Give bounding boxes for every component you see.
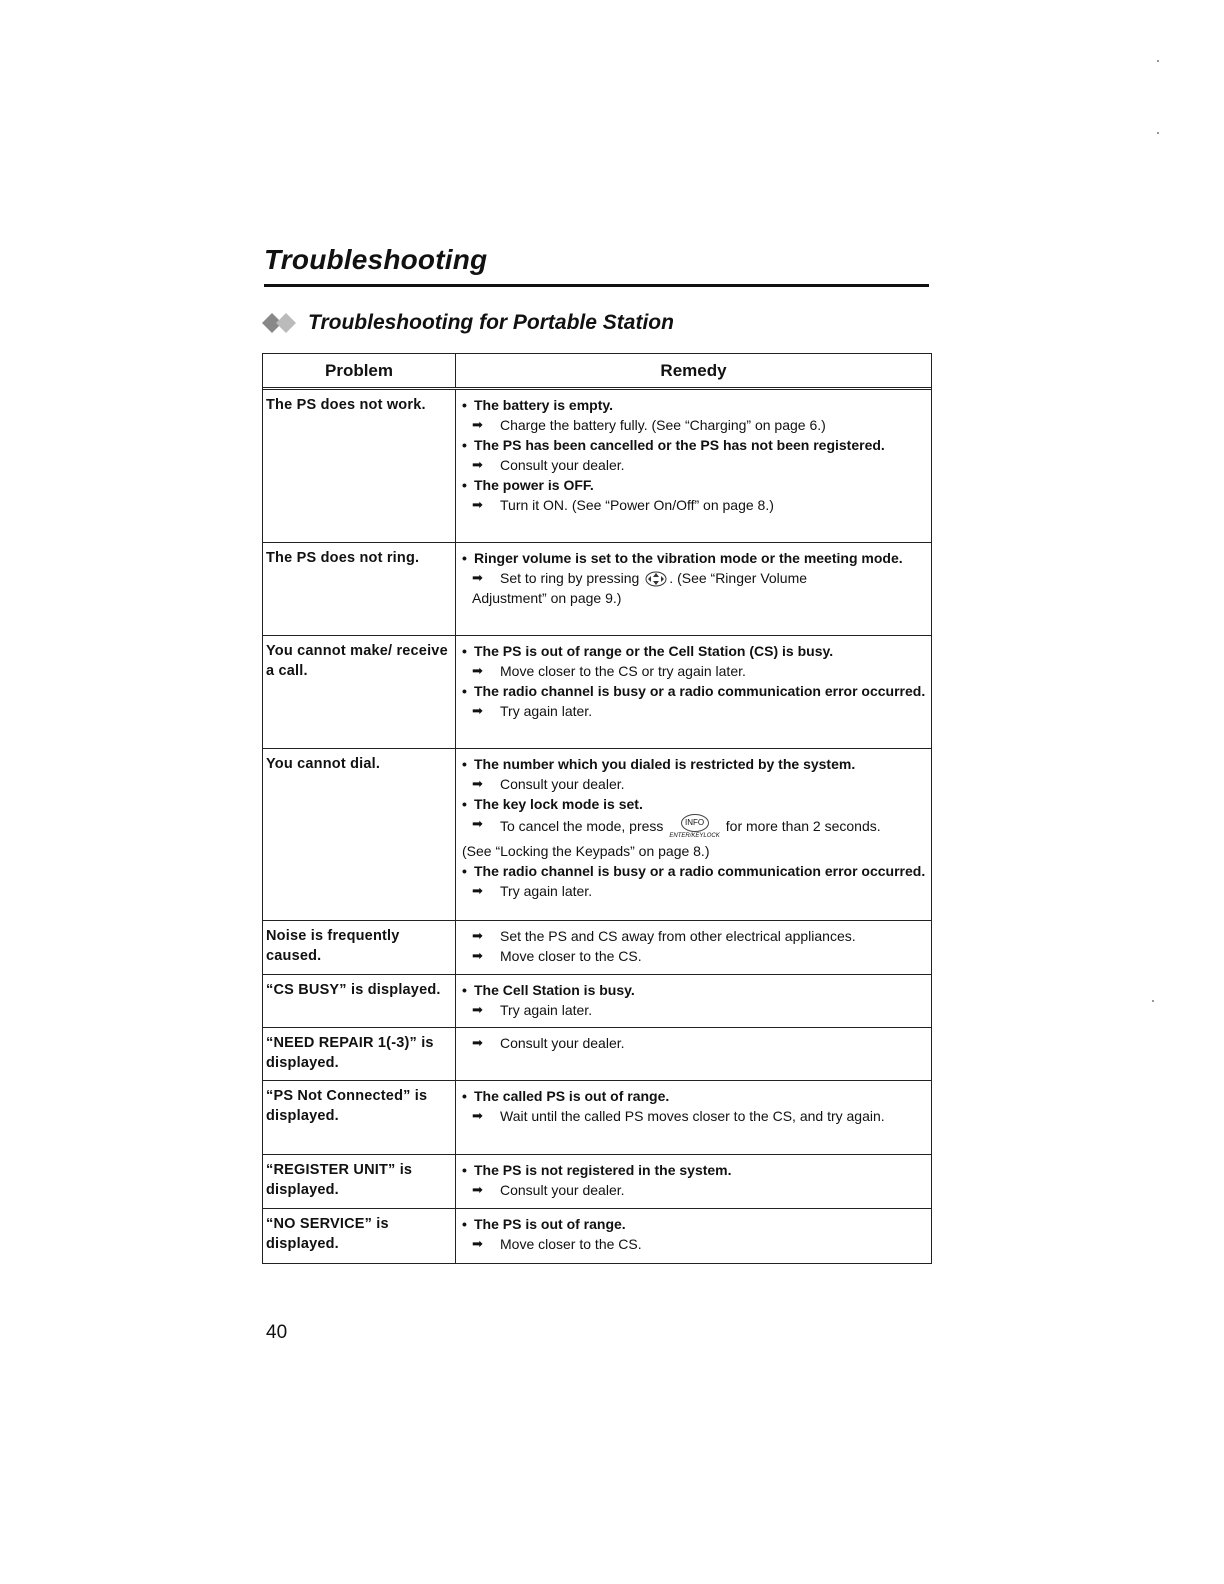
- fix-text: Wait until the called PS moves closer to the CS, and try again.: [500, 1108, 885, 1124]
- bullet-icon: •: [462, 1216, 467, 1232]
- scan-speck: [1152, 1000, 1154, 1002]
- cause-text: The PS is out of range.: [474, 1216, 626, 1232]
- arrow-icon: ➡: [472, 497, 483, 512]
- arrow-icon: ➡: [472, 663, 483, 678]
- fix-text-wrap: [500, 455, 625, 475]
- cause-text: The PS is not registered in the system.: [474, 1162, 732, 1178]
- fix-line: [462, 568, 927, 588]
- problem-cell: You cannot make/ receive a call.: [263, 636, 456, 748]
- bullet-icon: •: [462, 437, 467, 453]
- remedy-cell: [456, 975, 931, 1027]
- remedy-cell: [456, 390, 931, 542]
- fix-text-wrap: [500, 568, 807, 588]
- fix-text: Move closer to the CS.: [500, 948, 642, 964]
- problem-cell: Noise is frequently caused.: [263, 921, 456, 974]
- arrow-icon: ➡: [472, 457, 483, 472]
- arrow-icon: ➡: [472, 570, 483, 585]
- arrow-icon: ➡: [472, 1108, 483, 1123]
- remedy-cell: [456, 543, 931, 635]
- table-row: [263, 1155, 931, 1209]
- problem-cell: “NO SERVICE” is displayed.: [263, 1209, 456, 1263]
- fix-text-wrap: [500, 1180, 625, 1200]
- cause-line: [462, 1160, 927, 1180]
- table-row: [263, 921, 931, 975]
- problem-cell: The PS does not work.: [263, 390, 456, 542]
- section-title: Troubleshooting for Portable Station: [308, 311, 674, 334]
- fix-line: [462, 661, 927, 681]
- cause-line: [462, 754, 927, 774]
- bullet-icon: •: [462, 683, 467, 699]
- fix-text: Charge the battery fully. (See “Charging” on page 6.): [500, 417, 826, 433]
- header-problem: Problem: [263, 354, 456, 387]
- fix-line: [462, 701, 927, 721]
- note-line: (See “Locking the Keypads” on page 8.): [462, 843, 710, 859]
- cause-text: The number which you dialed is restricted by the system.: [474, 756, 856, 772]
- fix-line: [462, 926, 927, 946]
- fix-text-wrap: [500, 1033, 625, 1053]
- cause-text: The key lock mode is set.: [474, 796, 643, 812]
- fix-text-wrap: [500, 774, 625, 794]
- fix-line: [462, 1033, 927, 1053]
- cause-line: [462, 1086, 927, 1106]
- fix-text-wrap: [500, 926, 856, 946]
- fix-text: Turn it ON. (See “Power On/Off” on page 8.): [500, 497, 774, 513]
- info-key-icon: [669, 814, 719, 841]
- fix-line: [462, 495, 927, 515]
- fix-text-wrap: [500, 495, 774, 515]
- fix-line: [462, 881, 927, 901]
- arrow-icon: ➡: [472, 883, 483, 898]
- cause-text: The PS has been cancelled or the PS has not been registered.: [474, 437, 885, 453]
- fix-line: [462, 1180, 927, 1200]
- fix-line: [462, 946, 927, 966]
- bullet-icon: •: [462, 643, 467, 659]
- cause-line: [462, 980, 927, 1000]
- fix-text: Consult your dealer.: [500, 1035, 625, 1051]
- diamond-bullets-icon: [262, 310, 304, 336]
- cause-text: Ringer volume is set to the vibration mode or the meeting mode.: [474, 550, 903, 566]
- fix-text: To cancel the mode, press: [500, 818, 664, 835]
- fix-text-wrap: [500, 1106, 885, 1126]
- arrow-icon: ➡: [472, 776, 483, 791]
- fix-text: Consult your dealer.: [500, 1182, 625, 1198]
- fix-line: [462, 1234, 927, 1254]
- fix-text: Try again later.: [500, 703, 593, 719]
- remedy-cell: [456, 1209, 931, 1263]
- fix-text: Consult your dealer.: [500, 776, 625, 792]
- problem-cell: You cannot dial.: [263, 749, 456, 920]
- bullet-icon: •: [462, 796, 467, 812]
- cause-line: [462, 641, 927, 661]
- fix-text-wrap: [500, 1234, 642, 1254]
- bullet-icon: •: [462, 550, 467, 566]
- cause-line: [462, 475, 927, 495]
- fix-line: [462, 415, 927, 435]
- fix-text: Consult your dealer.: [500, 457, 625, 473]
- remedy-cell: [456, 1081, 931, 1154]
- bullet-icon: •: [462, 982, 467, 998]
- fix-text-after: for more than 2 seconds.: [725, 818, 881, 835]
- table-row: [263, 975, 931, 1028]
- fix-text: Set the PS and CS away from other electrical appliances.: [500, 928, 856, 944]
- fix-text-wrap: [500, 415, 826, 435]
- arrow-icon: ➡: [472, 1236, 483, 1251]
- problem-cell: “NEED REPAIR 1(-3)” is displayed.: [263, 1028, 456, 1080]
- problem-cell: “REGISTER UNIT” is displayed.: [263, 1155, 456, 1208]
- header-remedy: Remedy: [660, 360, 727, 380]
- arrow-icon: ➡: [472, 816, 483, 831]
- table-row: [263, 1028, 931, 1081]
- table-row: [263, 543, 931, 636]
- arrow-icon: ➡: [472, 928, 483, 943]
- fix-line: [462, 455, 927, 475]
- cause-text: The battery is empty.: [474, 397, 614, 413]
- arrow-icon: ➡: [472, 417, 483, 432]
- remedy-cell: [456, 1028, 931, 1080]
- cause-text: The PS is out of range or the Cell Station (CS) is busy.: [474, 643, 834, 659]
- section-heading: [262, 310, 674, 336]
- bullet-icon: •: [462, 1088, 467, 1104]
- fix-text-wrap: [500, 661, 746, 681]
- cause-text: The Cell Station is busy.: [474, 982, 635, 998]
- arrow-icon: ➡: [472, 703, 483, 718]
- fix-line: [462, 774, 927, 794]
- remedy-cell: [456, 921, 931, 974]
- problem-cell: “CS BUSY” is displayed.: [263, 975, 456, 1027]
- info-key-label: INFO: [681, 814, 709, 832]
- fix-text: Move closer to the CS.: [500, 1236, 642, 1252]
- fix-line: [462, 1000, 927, 1020]
- fix-text-wrap: [500, 881, 592, 901]
- cause-text: The power is OFF.: [474, 477, 594, 493]
- fix-text-after: . (See “Ringer Volume: [669, 570, 808, 586]
- cause-text: The called PS is out of range.: [474, 1088, 670, 1104]
- fix-text-wrap: [500, 701, 592, 721]
- scan-speck: [1157, 132, 1159, 134]
- bullet-icon: •: [462, 477, 467, 493]
- arrow-icon: ➡: [472, 1035, 483, 1050]
- table-row: [263, 1209, 931, 1263]
- fix-text-wrap: [500, 946, 642, 966]
- bullet-icon: •: [462, 1162, 467, 1178]
- table-header: [263, 354, 931, 390]
- table-row: [263, 1081, 931, 1155]
- title-rule: [264, 284, 929, 287]
- cause-line: [462, 681, 927, 701]
- problem-cell: The PS does not ring.: [263, 543, 456, 635]
- cause-line: [462, 395, 927, 415]
- cause-line: [462, 548, 927, 568]
- arrow-icon: ➡: [472, 948, 483, 963]
- cause-line: [462, 1214, 927, 1234]
- cause-text: The radio channel is busy or a radio communication error occurred.: [474, 683, 926, 699]
- remedy-cell: [456, 749, 931, 920]
- fix-continuation: Adjustment” on page 9.): [472, 590, 622, 606]
- fix-text: Try again later.: [500, 883, 593, 899]
- fix-text: Move closer to the CS or try again later.: [500, 663, 746, 679]
- bullet-icon: •: [462, 863, 467, 879]
- scan-speck: [1157, 60, 1159, 62]
- table-body: [263, 390, 931, 1263]
- table-row: [263, 390, 931, 543]
- cause-line: [462, 435, 927, 455]
- cause-line: [462, 794, 927, 814]
- fix-text: Try again later.: [500, 1002, 593, 1018]
- fix-text: Set to ring by pressing: [500, 570, 640, 586]
- bullet-icon: •: [462, 397, 467, 413]
- bullet-icon: •: [462, 756, 467, 772]
- page-title: Troubleshooting: [264, 244, 488, 275]
- cause-text: The radio channel is busy or a radio communication error occurred.: [474, 863, 926, 879]
- remedy-cell: [456, 1155, 931, 1208]
- page-number: 40: [266, 1322, 288, 1343]
- arrow-icon: ➡: [472, 1002, 483, 1017]
- arrow-icon: ➡: [472, 1182, 483, 1197]
- info-key-sublabel: ENTER/KEYLOCK: [669, 833, 720, 839]
- fix-text-wrap: [500, 1000, 592, 1020]
- remedy-cell: [456, 636, 931, 748]
- table-row: [263, 636, 931, 749]
- cause-line: [462, 861, 927, 881]
- navigator-key-icon: [645, 571, 667, 587]
- fix-line: [462, 1106, 927, 1126]
- fix-line: [462, 814, 927, 841]
- fix-text-wrap: [500, 814, 881, 841]
- table-row: [263, 749, 931, 921]
- problem-cell: “PS Not Connected” is displayed.: [263, 1081, 456, 1154]
- troubleshooting-table: [262, 353, 932, 1264]
